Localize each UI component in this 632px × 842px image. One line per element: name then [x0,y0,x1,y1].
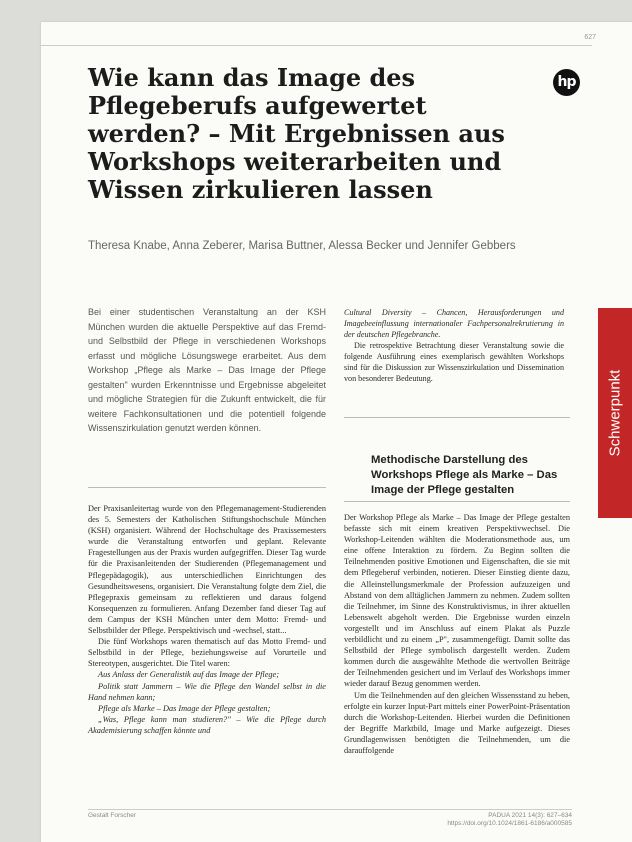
footer-citation [447,812,572,828]
author-list: Theresa Knabe, Anna Zeberer, Marisa Buttner, Alessa Becker und Jennifer Gebbers [88,240,516,252]
footer-rule [88,809,572,810]
article-page [41,22,632,842]
section-tab [598,308,632,518]
heading-divider [344,501,570,502]
body-column-right [344,512,570,756]
section-heading: Methodische Darstellung des Workshops Pflege als Marke – Das Image der Pflege gestalten [371,454,558,496]
journal-citation: PADUA 2021 14(3): 627–634 [488,812,572,819]
workshop-title-item: Pflege als Marke – Das Image der Pflege gestalten; [98,703,271,713]
page-number: 627 [584,34,596,41]
body-column-right-intro [344,307,564,384]
header-rule [41,45,592,46]
workshop-title-item: Aus Anlass der Generalistik auf das Image der Pflege; [98,670,279,680]
workshop-title-item: Politik statt Jammern – Wie die Pflege den Wandel selbst in die Hand nehmen kann; [88,681,326,702]
abstract-divider [88,487,326,488]
body-column-left [88,503,326,736]
article-title: Wie kann das Image des Pflegeberufs aufgewertet werden? – Mit Ergebnissen aus Workshops weiterarbeiten und Wissen zirkulieren lassen [88,63,505,204]
section-tab-label: Schwerpunkt [606,369,624,457]
abstract: Bei einer studentischen Veranstaltung an der KSH München wurden die aktuelle Perspektive auf das Fremd- und Selbstbild der Pflege in verschiedenen Workshops erfasst und mögliche Lösungswege erarbeitet. Aus dem Workshop „Pflege als Marke – Das Image der Pflege gestalten" wurden Erkenntnisse und Ergebnisse abgeleitet und mögliche Strategien für die Zukunft entwickelt, die für weitere Fachkonsultationen und die potentiell folgende Wissenszirkulation genutzt werden können. [88,307,326,433]
body-paragraph: Der Praxisanleitertag wurde von den Pflegemanagement-Studierenden des 5. Semesters der Katholischen Stiftungshochschule München (KSH) organisiert. Während der Hochschultage des Praxissemesters wurde die Veranstaltung entworfen und geplant. Relevante Fragestellungen aus der Praxis wurden aufgegriffen. Dieser Tag wurde für die Praxisanleitenden der Studierenden (Pflegemanagement und Pflegepädagogik), aus unterschiedlichen Einrichtungen des Gesundheitswesens, organisiert. Die Veranstaltung folgte dem Ziel, die Pflegepraxis gemeinsam zu reflektieren und daraus folgend Konsequenzen zu formulieren. Anfang Dezember fand dieser Tag auf dem Campus der KSH München unter dem Motto: Fremd- und Selbstbilder der Pflege. Perspektivisch und -wechsel, statt... [88,504,326,636]
publisher-logo-icon: hp [553,69,580,96]
workshop-title-item: Cultural Diversity – Chancen, Herausforderungen und Imagebeeinflussung internationaler Fachpersonalrekrutierung in der deutschen Pflegebranche. [344,308,564,339]
body-paragraph: Die fünf Workshops waren thematisch auf das Motto Fremd- und Selbstbild in der Pflege, beziehungsweise auf Vorurteile und Stereotypen, ausgerichtet. Die Titel waren: [88,637,326,669]
workshop-title-item: „Was, Pflege kann man studieren?" – Wie die Pflege durch Akademisierung schaffen könnte und [88,714,326,735]
body-paragraph: Der Workshop Pflege als Marke – Das Image der Pflege gestalten befasste sich mit einem kreativen Perspektivwechsel. Die Workshop-Leitenden wählten die Moderationsmethode aus, um eine offene Interaktion zu fördern. Zu Beginn sollten die Teilnehmenden positive Emotionen und Eigenschaften, die sie mit dem Pflegeberuf verbinden, notieren. Dieser Einstieg diente dazu, die Alleinstellungsmerkmale der Profession aufzuzeigen und Abstand von dem alltäglichen Jammern zu nehmen. Zudem sollten die Teilnehmer, im Sinne des Konstruktivismus, in ihrer aktuellen Lebenswelt abgeholt werden. Die Ergebnisse wurden einzeln vorgestellt und im Anschluss auf einem Plakat als Puzzle verbildlicht und zu einem „P", zusammengefügt. Damit sollte das Selbstbild der Pflege symbolisch dargestellt werden. Zudem kommen durch die ausgewählte Methode die wertvollen Beiträge der Teilnehmenden gesichert und im Verlauf des Workshops immer wieder darauf Bezug genommen werden. [344,513,570,689]
body-paragraph: Die retrospektive Betrachtung dieser Veranstaltung sowie die folgende Ausführung eines exemplarisch gewählten Workshops sind für die Diskussion zur Wissenszirkulation und Dissemination von besonderer Bedeutung. [344,341,564,383]
body-paragraph: Um die Teilnehmenden auf den gleichen Wissensstand zu heben, erfolgte ein kurzer Input-Part mittels einer PowerPoint-Präsentation durch die Workshop-Leitenden. Hierbei wurden die Definitionen der Begriffe Marktbild, Image und Marke aufgezeigt. Dieses Grundlagenwissen benötigten die Teilnehmenden, um die darauffolgende [344,690,570,755]
doi-link[interactable]: https://doi.org/10.1024/1861-6186/a000585 [447,820,572,827]
footer-left: Gestalt Forscher [88,812,137,819]
section-divider [344,417,570,418]
